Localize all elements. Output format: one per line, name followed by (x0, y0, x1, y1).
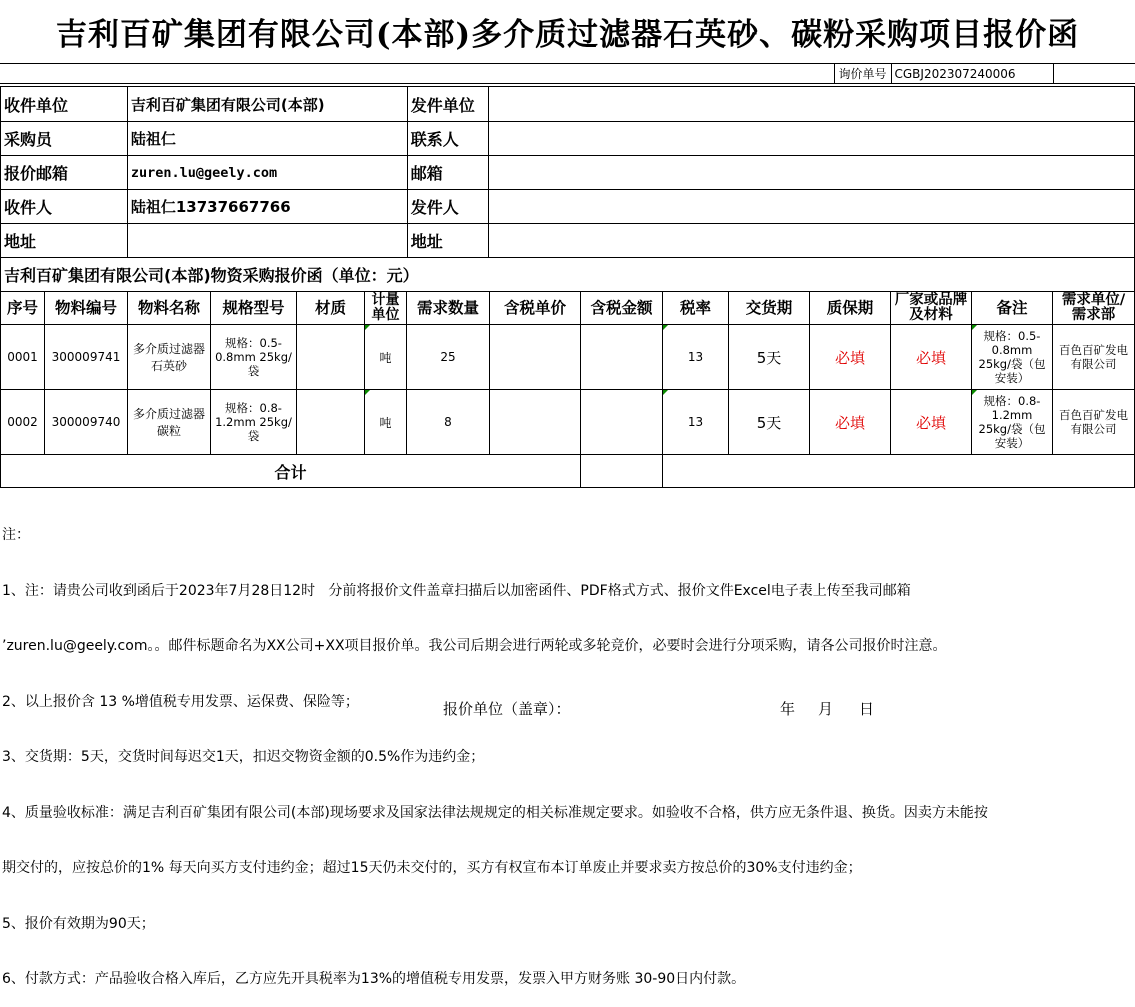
sender-value[interactable] (488, 190, 1134, 224)
table-row (1, 325, 1135, 390)
note-line: 4、质量验收标准：满足吉利百矿集团有限公司(本部)现场要求及国家法律法规规定的相关标准规定要求。如验收不合格，供方应无条件退、换货。因卖方未能按 (2, 804, 988, 821)
col-header: 物料编号 (45, 292, 128, 325)
signature-unit-label: 报价单位（盖章）： (443, 700, 571, 718)
row-unit: 吨 (365, 390, 407, 455)
row-amount[interactable] (581, 390, 663, 455)
note-line: 2、以上报价含 13 %增值税专用发票、运保费、保险等； (2, 693, 359, 710)
row-dept: 百色百矿发电有限公司 (1053, 325, 1135, 390)
row-spec: 规格：0.5-0.8mm 25kg/袋 (211, 325, 297, 390)
quote-email-label: 报价邮箱 (1, 156, 128, 190)
row-tax: 13 (663, 325, 729, 390)
col-header: 厂家或品牌及材料 (891, 292, 972, 325)
row-amount[interactable] (581, 325, 663, 390)
row-qty: 25 (407, 325, 490, 390)
total-label: 合计 (1, 455, 581, 488)
address2-value[interactable] (488, 224, 1134, 258)
col-header: 含税金额 (581, 292, 663, 325)
col-header: 序号 (1, 292, 45, 325)
row-dept: 百色百矿发电有限公司 (1053, 390, 1135, 455)
address-label: 地址 (1, 224, 128, 258)
section-title: 吉利百矿集团有限公司(本部)物资采购报价函（单位：元） (1, 258, 1135, 292)
total-blank (663, 455, 1135, 488)
signature-month: 月 (818, 700, 834, 718)
row-seq: 0001 (1, 325, 45, 390)
row-material[interactable] (297, 390, 365, 455)
inquiry-number: CGBJ202307240006 (891, 64, 1053, 84)
row-tax: 13 (663, 390, 729, 455)
contact-value[interactable] (488, 122, 1134, 156)
row-brand-input[interactable]: 必填 (891, 325, 972, 390)
sender-label: 发件人 (407, 190, 488, 224)
inquiry-strip (0, 63, 1135, 84)
note-line: 3、交货期：5天，交货时间每迟交1天，扣迟交物资金额的0.5%作为违约金； (2, 749, 485, 765)
col-header: 物料名称 (128, 292, 211, 325)
recv-unit-value[interactable]: 吉利百矿集团有限公司(本部) (127, 87, 407, 122)
send-unit-label: 发件单位 (407, 87, 488, 122)
col-header: 材质 (297, 292, 365, 325)
row-remark: 规格：0.8-1.2mm 25kg/袋（包安装） (972, 390, 1053, 455)
col-header: 质保期 (810, 292, 891, 325)
row-remark: 规格：0.5-0.8mm 25kg/袋（包安装） (972, 325, 1053, 390)
row-delivery: 5天 (729, 390, 810, 455)
col-header: 交货期 (729, 292, 810, 325)
row-delivery: 5天 (729, 325, 810, 390)
blank-cell (1053, 64, 1135, 84)
signature-year: 年 (780, 700, 796, 718)
row-name: 多介质过滤器碳粒 (128, 390, 211, 455)
recipient-value[interactable]: 陆祖仁13737667766 (127, 190, 407, 224)
note-line: 注： (2, 527, 30, 543)
quote-email-value[interactable]: zuren.lu@geely.com (127, 156, 407, 190)
col-header: 需求数量 (407, 292, 490, 325)
row-warranty-input[interactable]: 必填 (810, 390, 891, 455)
email-value[interactable] (488, 156, 1134, 190)
note-line: ’zuren.lu@geely.com。。邮件标题命名为XX公司+XX项目报价单。我公司后期会进行两轮或多轮竞价，必要时会进行分项采购，请各公司报价时注意。 (2, 638, 947, 654)
recv-unit-label: 收件单位 (1, 87, 128, 122)
notes (2, 489, 1133, 1007)
buyer-label: 采购员 (1, 122, 128, 156)
email-label: 邮箱 (407, 156, 488, 190)
note-line: 期交付的，应按总价的1% 每天向买方支付违约金；超过15天仍未交付的，买方有权宣布本订单废止并要求卖方按总价的30%支付违约金； (2, 860, 862, 876)
address-value[interactable] (127, 224, 407, 258)
row-unit: 吨 (365, 325, 407, 390)
col-header: 计量单位 (365, 292, 407, 325)
row-price-input[interactable] (490, 390, 581, 455)
col-header: 备注 (972, 292, 1053, 325)
row-material[interactable] (297, 325, 365, 390)
note-line: 5、报价有效期为90天； (2, 915, 155, 932)
page-title: 吉利百矿集团有限公司(本部)多介质过滤器石英砂、碳粉采购项目报价函 (55, 16, 1080, 53)
items-table (0, 291, 1135, 488)
col-header: 规格型号 (211, 292, 297, 325)
row-code: 300009741 (45, 325, 128, 390)
info-table (0, 86, 1135, 292)
signature-day: 日 (859, 700, 875, 718)
note-line: 1、注：请贵公司收到函后于2023年7月28日12时 分前将报价文件盖章扫描后以加密函件、PDF格式方式、报价文件Excel电子表上传至我司邮箱 (2, 582, 911, 599)
row-price-input[interactable] (490, 325, 581, 390)
address2-label: 地址 (407, 224, 488, 258)
col-header: 税率 (663, 292, 729, 325)
total-amount[interactable] (581, 455, 663, 488)
row-spec: 规格：0.8-1.2mm 25kg/袋 (211, 390, 297, 455)
row-warranty-input[interactable]: 必填 (810, 325, 891, 390)
inquiry-label: 询价单号 (834, 64, 891, 84)
row-code: 300009740 (45, 390, 128, 455)
col-header: 需求单位/需求部 (1053, 292, 1135, 325)
note-line: 6、付款方式：产品验收合格入库后，乙方应先开具税率为13%的增值税专用发票，发票入甲方财务账 30-90日内付款。 (2, 971, 746, 987)
row-brand-input[interactable]: 必填 (891, 390, 972, 455)
send-unit-value[interactable] (488, 87, 1134, 122)
table-row (1, 390, 1135, 455)
blank-cell (0, 64, 834, 84)
row-seq: 0002 (1, 390, 45, 455)
row-name: 多介质过滤器石英砂 (128, 325, 211, 390)
recipient-label: 收件人 (1, 190, 128, 224)
col-header: 含税单价 (490, 292, 581, 325)
contact-label: 联系人 (407, 122, 488, 156)
row-qty: 8 (407, 390, 490, 455)
buyer-value[interactable]: 陆祖仁 (127, 122, 407, 156)
